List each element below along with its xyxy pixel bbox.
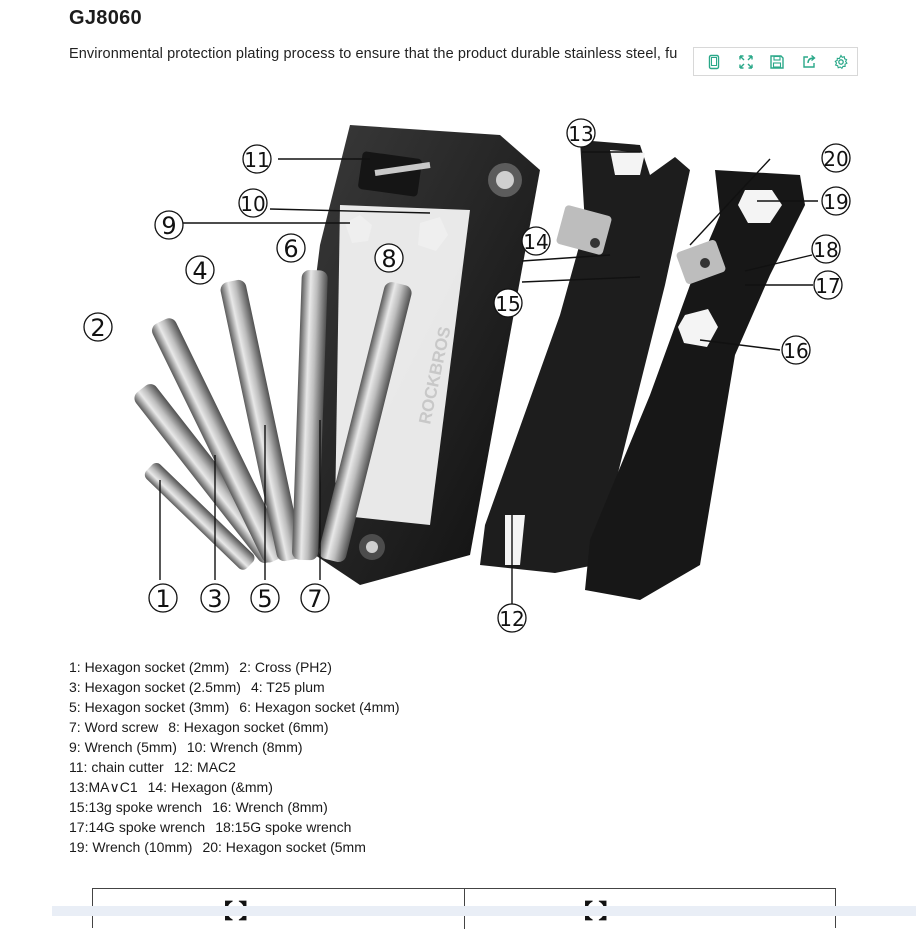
callout-18: 18 <box>813 238 839 262</box>
callout-7: 7 <box>307 585 323 613</box>
expand-icon <box>738 54 754 70</box>
legend-row <box>69 757 400 777</box>
callout-8: 8 <box>381 245 397 273</box>
callout-15: 15 <box>495 292 521 316</box>
legend-item: 1: Hexagon socket (2mm) <box>69 659 230 675</box>
legend-item: 14: Hexagon (&mm) <box>147 779 273 795</box>
callout-9: 9 <box>161 212 177 240</box>
legend-item: 4: T25 plum <box>250 679 325 695</box>
legend-item: 19: Wrench (10mm) <box>69 839 193 855</box>
legend-item: 15:13g spoke wrench <box>69 799 203 815</box>
gear-icon <box>833 54 849 70</box>
legend-item: 2: Cross (PH2) <box>239 659 332 675</box>
callout-5: 5 <box>257 585 273 613</box>
parts-legend <box>69 657 400 857</box>
callout-20: 20 <box>823 147 849 171</box>
callout-19: 19 <box>823 190 849 214</box>
mobile-view-button[interactable] <box>698 48 730 75</box>
legend-row <box>69 697 400 717</box>
product-description: Environmental protection plating process to ensure that the product durable stainless steel, fu <box>69 46 678 62</box>
legend-row <box>69 737 400 757</box>
legend-item: 16: Wrench (8mm) <box>212 799 328 815</box>
legend-row <box>69 657 400 677</box>
callout-17: 17 <box>815 274 841 298</box>
bottom-nav-strip[interactable] <box>52 906 916 916</box>
legend-item: 9: Wrench (5mm) <box>69 739 177 755</box>
legend-item: 3: Hexagon socket (2.5mm) <box>69 679 241 695</box>
callout-10: 10 <box>240 192 266 216</box>
callout-2: 2 <box>90 314 106 342</box>
save-button[interactable] <box>762 48 794 75</box>
legend-item: 12: MAC2 <box>173 759 236 775</box>
product-title: GJ8060 <box>69 7 142 29</box>
legend-row <box>69 797 400 817</box>
legend-row <box>69 717 400 737</box>
share-button[interactable] <box>793 48 825 75</box>
legend-item: 10: Wrench (8mm) <box>186 739 303 755</box>
fullscreen-button[interactable] <box>730 48 762 75</box>
callout-4: 4 <box>192 257 208 285</box>
legend-row <box>69 677 400 697</box>
legend-item: 8: Hexagon socket (6mm) <box>168 719 329 735</box>
legend-item: 5: Hexagon socket (3mm) <box>69 699 230 715</box>
legend-item: 20: Hexagon socket (5mm <box>202 839 366 855</box>
legend-item: 6: Hexagon socket (4mm) <box>239 699 400 715</box>
callout-13: 13 <box>568 122 594 146</box>
description-container <box>69 45 693 67</box>
legend-row <box>69 837 400 857</box>
settings-button[interactable] <box>825 48 857 75</box>
floppy-icon <box>769 54 785 70</box>
callout-1: 1 <box>155 585 171 613</box>
callout-16: 16 <box>783 339 809 363</box>
image-toolbar <box>693 47 858 76</box>
legend-item: 18:15G spoke wrench <box>215 819 352 835</box>
callout-3: 3 <box>207 585 223 613</box>
callout-11: 11 <box>244 148 270 172</box>
callout-6: 6 <box>283 235 299 263</box>
svg-text:ROCKBROS: ROCKBROS <box>415 324 455 426</box>
legend-item: 17:14G spoke wrench <box>69 819 206 835</box>
share-icon <box>801 54 817 70</box>
phone-icon <box>706 54 722 70</box>
legend-row <box>69 817 400 837</box>
legend-item: 11: chain cutter <box>69 759 164 775</box>
legend-item: 7: Word screw <box>69 719 159 735</box>
legend-row <box>69 777 400 797</box>
callout-12: 12 <box>499 607 525 631</box>
product-illustration <box>0 95 916 645</box>
legend-item: 13:MA∨C1 <box>69 779 138 795</box>
callout-14: 14 <box>523 230 549 254</box>
